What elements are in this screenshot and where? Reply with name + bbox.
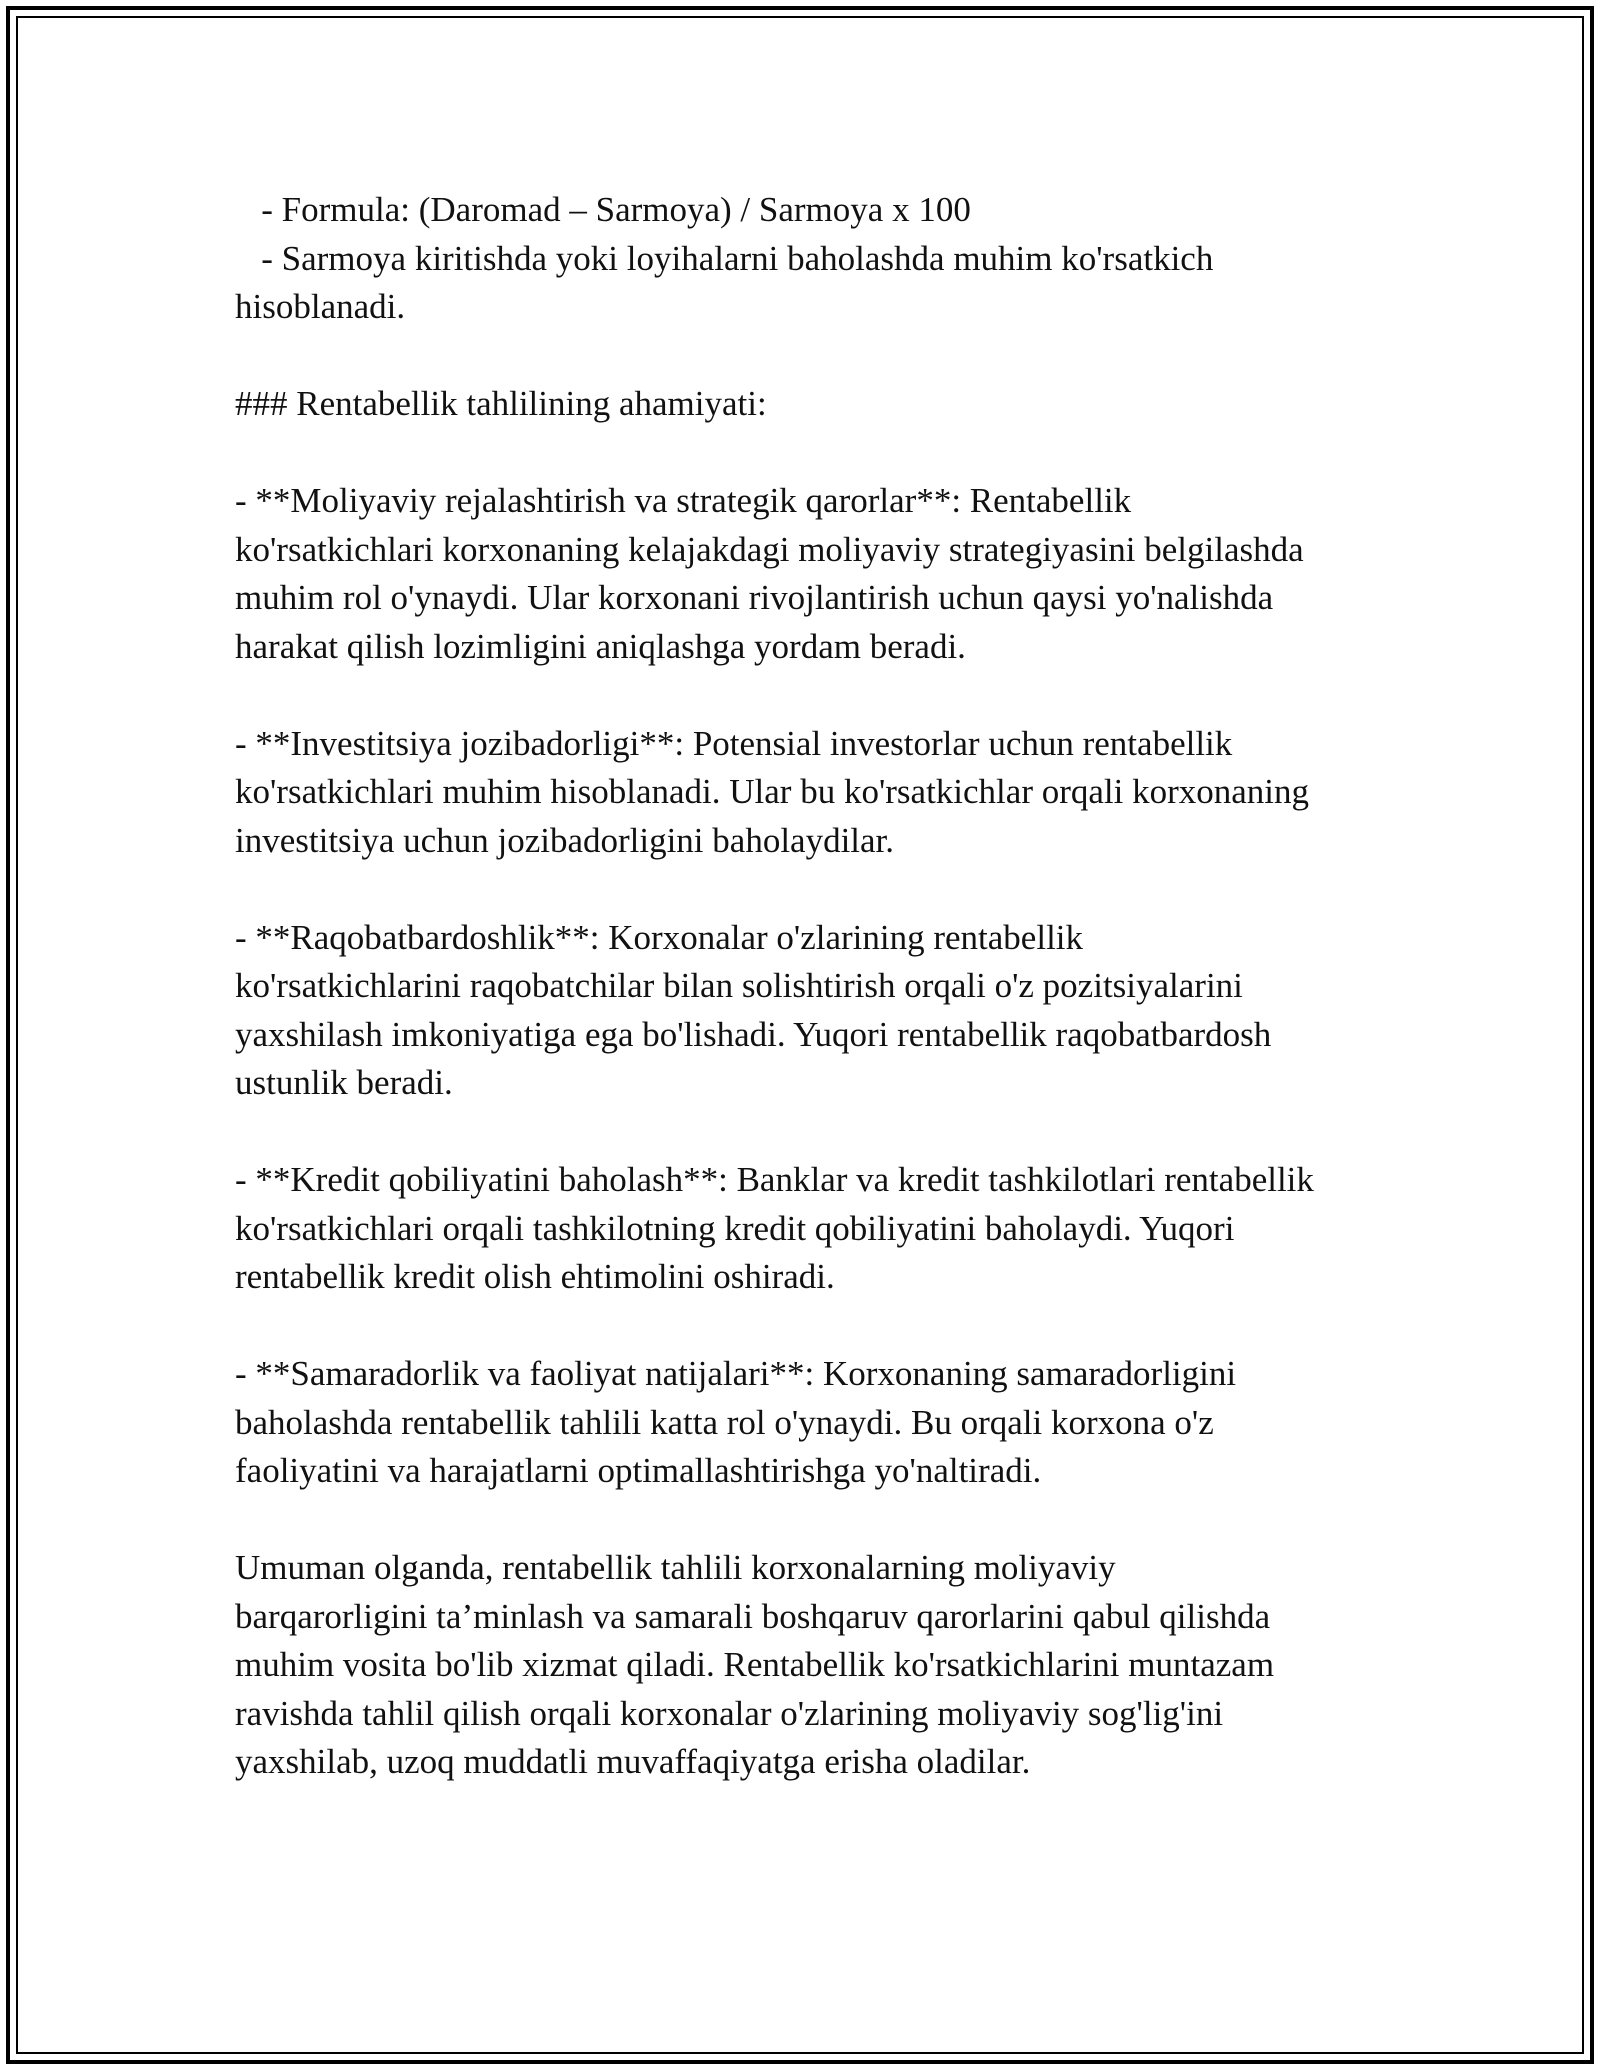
text-line: ko'rsatkichlari korxonaning kelajakdagi moliyaviy strategiyasini belgilashda (235, 529, 1304, 569)
text-line: muhim vosita bo'lib xizmat qiladi. Rentabellik ko'rsatkichlarini muntazam (235, 1645, 1275, 1684)
text-line: muhim rol o'ynaydi. Ular korxonani rivojlantirish uchun qaysi yo'nalishda (235, 578, 1274, 617)
text-line: - **Samaradorlik va faoliyat natijalari**: Korxonaning samaradorligini (235, 1354, 1237, 1393)
text-line: hisoblanadi. (235, 287, 406, 326)
section-heading (235, 380, 1385, 429)
text-line: rentabellik kredit olish ehtimolini oshiradi. (235, 1257, 835, 1296)
document-body (235, 186, 1385, 1835)
text-line: baholashda rentabellik tahlili katta rol o'ynaydi. Bu orqali korxona o'z (235, 1402, 1214, 1442)
text-line: - Formula: (Daromad – Sarmoya) / Sarmoya x 100 (235, 190, 971, 229)
text-line: ko'rsatkichlarini raqobatchilar bilan solishtirish orqali o'z pozitsiyalarini (235, 966, 1243, 1005)
list-item-competitiveness (235, 914, 1385, 1108)
text-line: barqarorligini ta’minlash va samarali boshqaruv qarorlarini qabul qilishda (235, 1596, 1271, 1636)
text-line: faoliyatini va harajatlarni optimallashtirishga yo'naltiradi. (235, 1451, 1042, 1490)
text-line: - Sarmoya kiritishda yoki loyihalarni baholashda muhim ko'rsatkich (235, 238, 1214, 278)
text-line: investitsiya uchun jozibadorligini baholaydilar. (235, 820, 895, 860)
text-line: - **Investitsiya jozibadorligi**: Potensial investorlar uchun rentabellik (235, 723, 1233, 763)
text-line: ravishda tahlil qilish orqali korxonalar o'zlarining moliyaviy sog'lig'ini (235, 1693, 1224, 1733)
text-line: ko'rsatkichlari orqali tashkilotning kredit qobiliyatini baholaydi. Yuqori (235, 1208, 1235, 1248)
text-line: harakat qilish lozimligini aniqlashga yordam beradi. (235, 626, 966, 666)
text-line: ustunlik beradi. (235, 1063, 453, 1102)
conclusion-paragraph (235, 1544, 1385, 1787)
text-line: yaxshilab, uzoq muddatli muvaffaqiyatga erisha oladilar. (235, 1742, 1031, 1781)
text-line: - **Moliyaviy rejalashtirish va strategik qarorlar**: Rentabellik (235, 481, 1132, 520)
list-item-efficiency (235, 1350, 1385, 1496)
list-item-credit-assessment (235, 1156, 1385, 1302)
formula-paragraph (235, 186, 1385, 332)
heading-text: ### Rentabellik tahlilining ahamiyati: (235, 384, 767, 423)
list-item-investment-attractiveness (235, 720, 1385, 866)
text-line: yaxshilash imkoniyatiga ega bo'lishadi. Yuqori rentabellik raqobatbardosh (235, 1014, 1272, 1054)
text-line: - **Kredit qobiliyatini baholash**: Banklar va kredit tashkilotlari rentabellik (235, 1160, 1314, 1199)
text-line: Umuman olganda, rentabellik tahlili korxonalarning moliyaviy (235, 1548, 1116, 1587)
text-line: ko'rsatkichlari muhim hisoblanadi. Ular bu ko'rsatkichlar orqali korxonaning (235, 772, 1310, 811)
list-item-financial-planning (235, 477, 1385, 671)
text-line: - **Raqobatbardoshlik**: Korxonalar o'zlarining rentabellik (235, 917, 1084, 957)
